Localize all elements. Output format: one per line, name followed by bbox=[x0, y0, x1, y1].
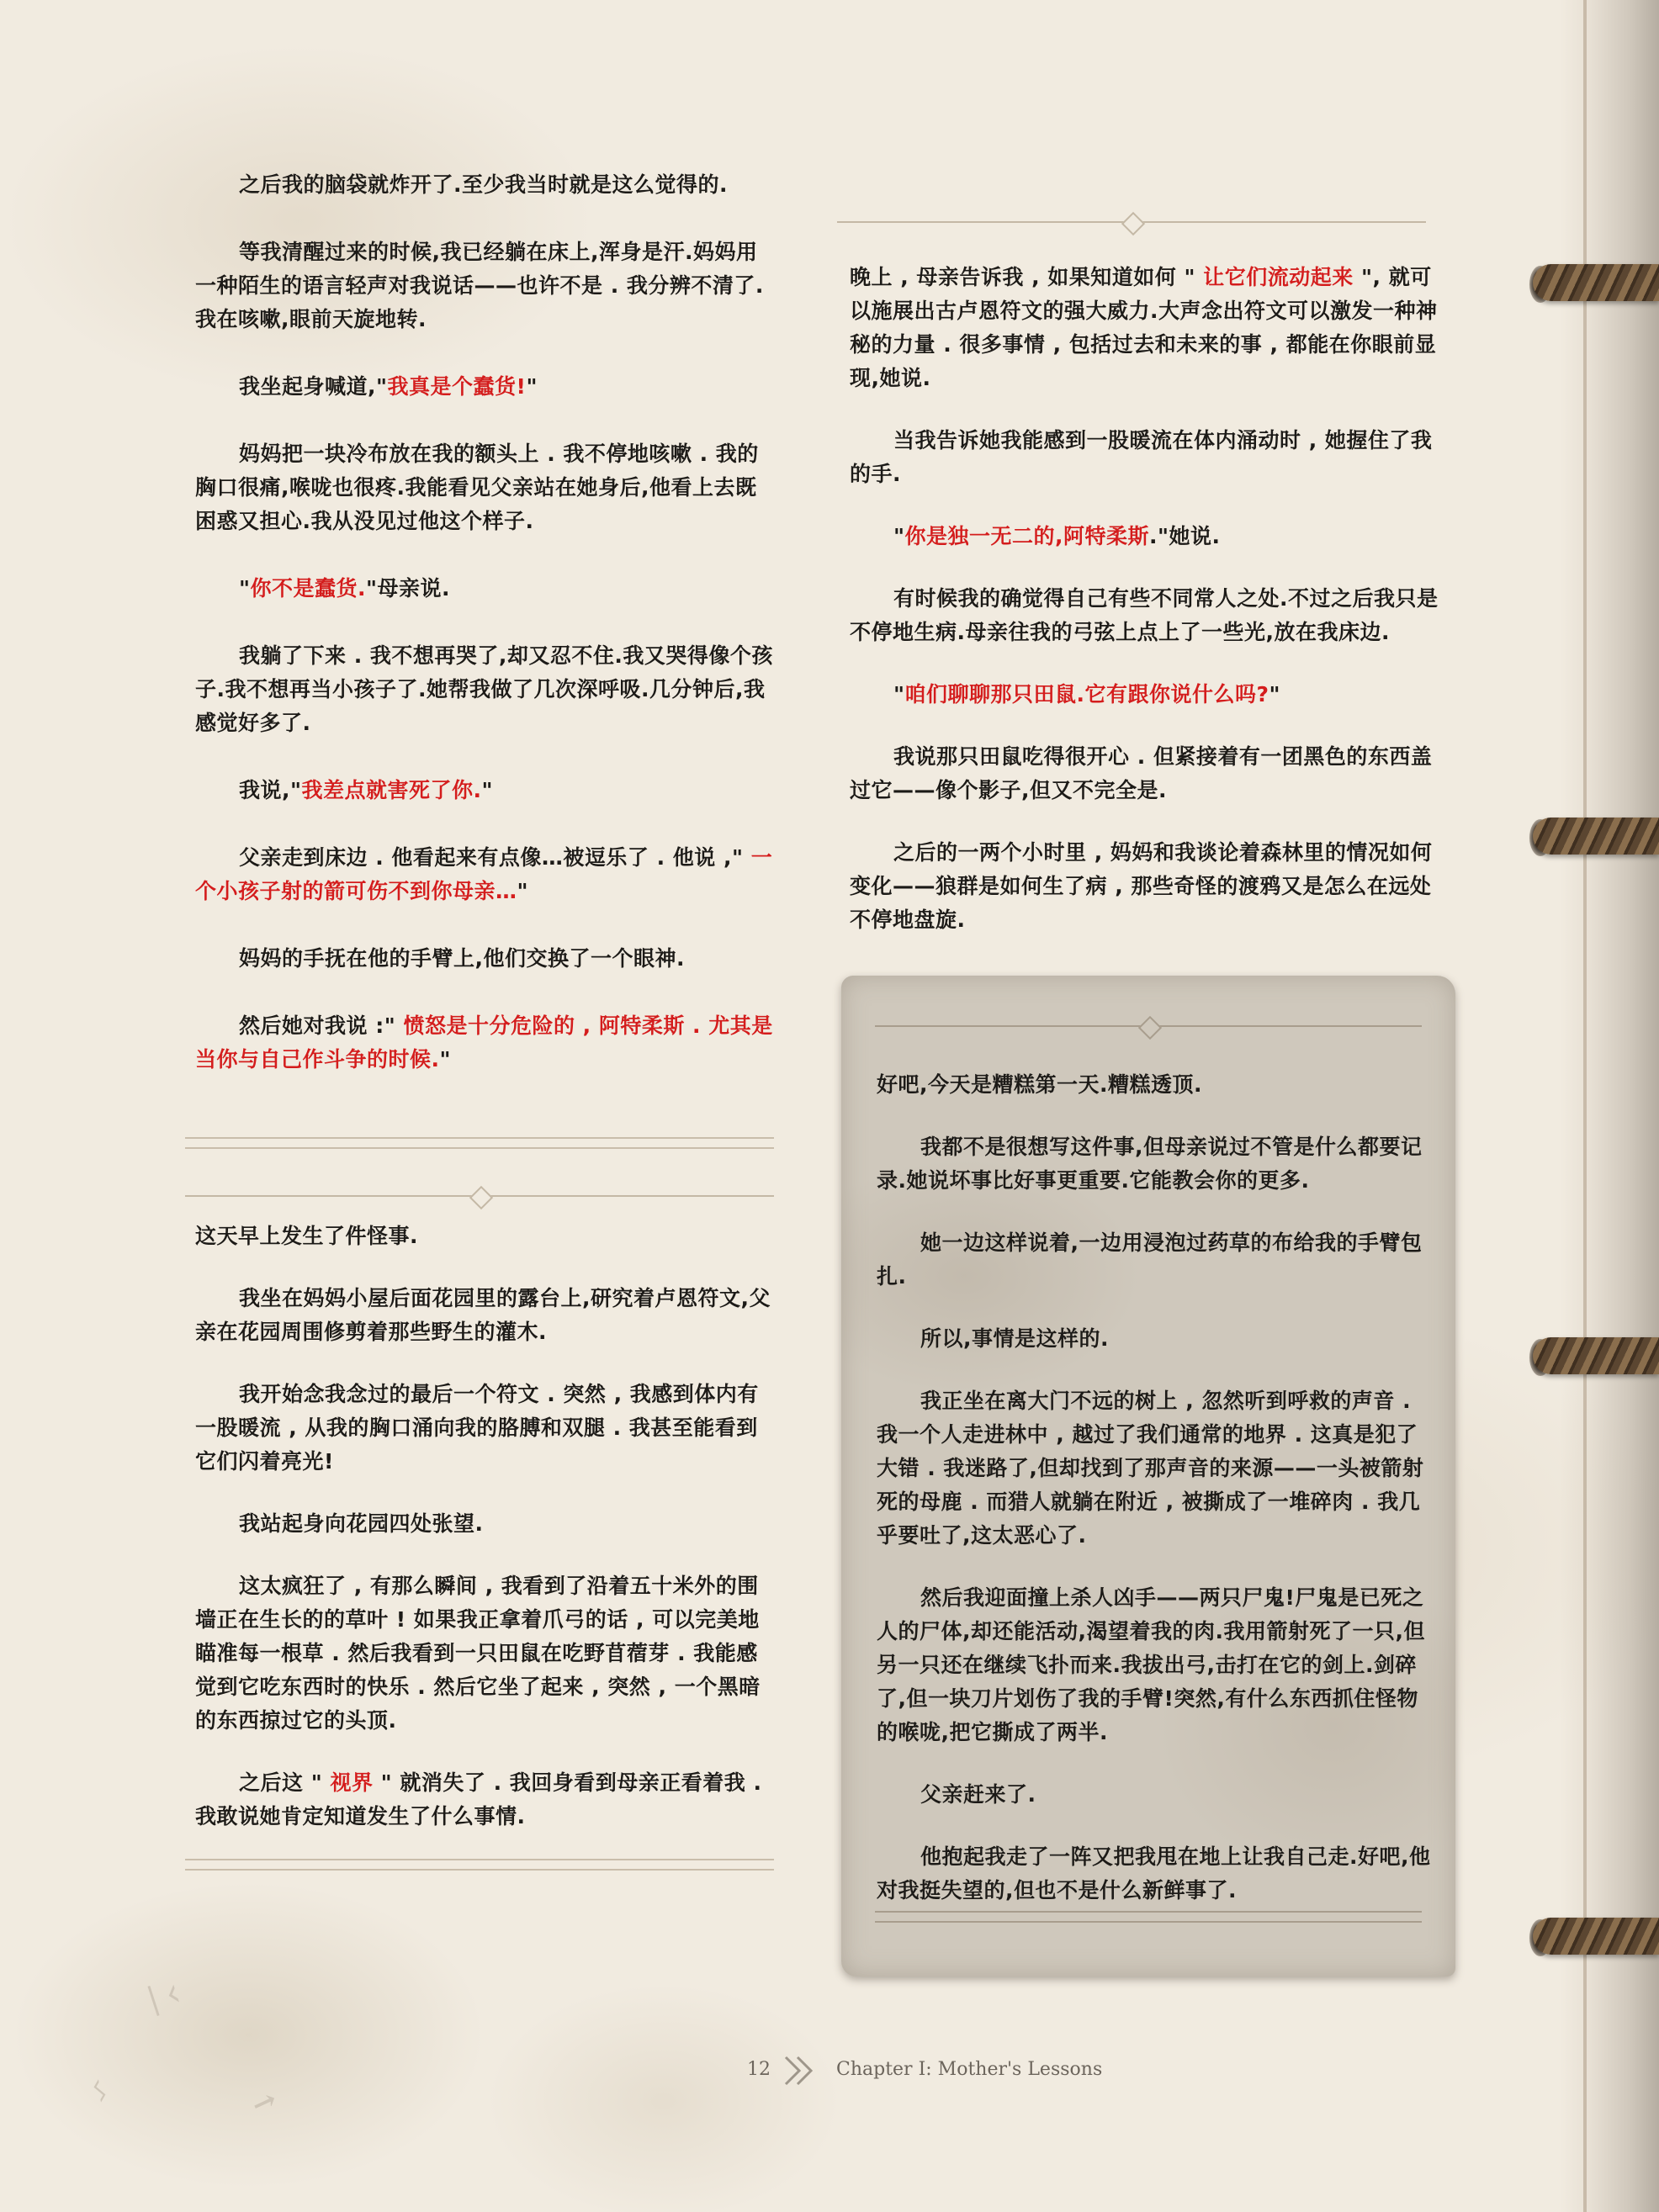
paragraph-text: " bbox=[239, 576, 251, 601]
left-column-paragraph bbox=[195, 774, 776, 807]
note-paragraph: 好吧,今天是糟糕第一天.糟糕透顶. bbox=[877, 1072, 1202, 1097]
paragraph-text: " bbox=[439, 1047, 452, 1072]
paragraph-text: " bbox=[1269, 682, 1281, 706]
binding-rope bbox=[1533, 1918, 1659, 1955]
rune-mark: ᛊ bbox=[90, 2076, 110, 2109]
highlighted-quote: 让它们流动起来 bbox=[1203, 265, 1354, 289]
highlighted-quote: 我差点就害死了你. bbox=[301, 778, 482, 802]
highlighted-quote: 视界 bbox=[330, 1770, 374, 1795]
note-paragraph: 她一边这样说着,一边用浸泡过药草的布给我的手臂包扎. bbox=[877, 1230, 1423, 1289]
left-column-2-paragraph bbox=[195, 1766, 776, 1834]
section-divider bbox=[837, 214, 1426, 230]
highlighted-quote: 你是独一无二的,阿特柔斯 bbox=[904, 524, 1150, 548]
left-column-paragraph: 等我清醒过来的时候,我已经躺在床上,浑身是汗.妈妈用一种陌生的语言轻声对我说话——也许不是 . 我分辨不清了.我在咳嗽,眼前天旋地转. bbox=[195, 240, 764, 331]
binding-rope bbox=[1533, 818, 1659, 855]
right-column-paragraph: 有时候我的确觉得自己有些不同常人之处.不过之后我只是不停地生病.母亲往我的弓弦上点上了一些光,放在我床边. bbox=[850, 586, 1439, 644]
paragraph-text: "母亲说. bbox=[366, 576, 451, 601]
note-divider bbox=[875, 1018, 1422, 1035]
note-paragraph: 父亲赶来了. bbox=[920, 1782, 1036, 1807]
paragraph-text: ."她说. bbox=[1149, 524, 1221, 548]
divider-diamond-icon bbox=[1121, 212, 1145, 235]
left-column-2-paragraph: 我开始念我念过的最后一个符文 . 突然 , 我感到体内有一股暖流 , 从我的胸口涌向我的胳膊和双腿 . 我甚至能看到它们闪着亮光! bbox=[195, 1382, 759, 1474]
note-paragraph: 他抱起我走了一阵又把我甩在地上让我自己走.好吧,他对我挺失望的,但也不是什么新鲜事了. bbox=[877, 1844, 1431, 1902]
paragraph-text: " bbox=[526, 374, 538, 399]
paragraph-text: " bbox=[893, 524, 905, 548]
highlighted-quote: 你不是蠢货. bbox=[250, 576, 367, 601]
binding-rope bbox=[1533, 264, 1659, 301]
note-paragraph: 然后我迎面撞上杀人凶手——两只尸鬼!尸鬼是已死之人的尸体,却还能活动,渴望着我的肉.我用箭射死了一只,但另一只还在继续飞扑而来.我拔出弓,击打在它的剑上.剑碎了,但一块刀片划伤了我的手臂!突然,有什么东西抓住怪物的喉咙,把它撕成了两半. bbox=[877, 1585, 1425, 1744]
rune-mark: ↗ bbox=[247, 2082, 282, 2123]
paragraph-text: " bbox=[893, 682, 905, 706]
paragraph-text: 晚上 , 母亲告诉我 , 如果知道如何 " bbox=[850, 265, 1204, 289]
left-column-paragraph bbox=[195, 841, 776, 908]
rune-mark: ᛁᚲ bbox=[137, 1972, 189, 2024]
right-column-paragraph: 我说那只田鼠吃得很开心 . 但紧接着有一团黑色的东西盖过它——像个影子,但又不完全是. bbox=[850, 744, 1433, 802]
highlighted-quote: 愤怒是十分危险的 , 阿特柔斯 . 尤其是当你与自己作斗争的时候. bbox=[195, 1013, 773, 1072]
highlighted-quote: 我真是个蠢货! bbox=[387, 374, 527, 399]
divider-diamond-icon bbox=[1138, 1016, 1162, 1040]
left-column-2-paragraph: 我站起身向花园四处张望. bbox=[239, 1511, 484, 1536]
left-column-paragraph bbox=[195, 370, 776, 404]
paragraph-text: " bbox=[517, 879, 529, 903]
paragraph-text: 之后这 " bbox=[239, 1770, 331, 1795]
highlighted-quote: 一个小孩子射的箭可伤不到你母亲… bbox=[195, 845, 773, 903]
double-chevron-icon bbox=[781, 2054, 823, 2088]
note-paragraph: 我正坐在离大门不远的树上 , 忽然听到呼救的声音 . 我一个人走进林中 , 越过了我们通常的地界 . 这真是犯了大错 . 我迷路了,但却找到了那声音的来源——一头被箭射死的母鹿 . 而猎人就躺在附近 , 被撕成了一堆碎肉 . 我几乎要吐了,这太恶心了. bbox=[877, 1389, 1424, 1548]
note-double-rule bbox=[875, 1911, 1422, 1923]
highlighted-quote: 咱们聊聊那只田鼠.它有跟你说什么吗? bbox=[904, 682, 1269, 706]
note-text bbox=[877, 1068, 1432, 1936]
left-column-2-paragraph: 我坐在妈妈小屋后面花园里的露台上,研究着卢恩符文,父亲在花园周围修剪着那些野生的灌木. bbox=[195, 1286, 771, 1344]
paragraph-text: " bbox=[481, 778, 494, 802]
section-double-rule bbox=[185, 1137, 774, 1149]
binding-rope bbox=[1533, 1337, 1659, 1374]
chapter-title: Chapter I: Mother's Lessons bbox=[836, 2059, 1103, 2080]
left-column-2-paragraph: 这天早上发生了件怪事. bbox=[195, 1224, 418, 1248]
section-double-rule bbox=[185, 1859, 774, 1871]
right-column-paragraph bbox=[850, 678, 1439, 712]
paragraph-text: 我说," bbox=[239, 778, 302, 802]
book-binding bbox=[1560, 0, 1659, 2212]
right-column bbox=[850, 261, 1439, 966]
right-column-paragraph bbox=[850, 520, 1439, 553]
left-column-paragraph: 之后我的脑袋就炸开了.至少我当时就是这么觉得的. bbox=[239, 172, 728, 197]
paragraph-text: ", 就可以施展出古卢恩符文的强大威力.大声念出符文可以激发一种神秘的力量 . 很多事情 , 包括过去和未来的事 , 都能在你眼前显现,她说. bbox=[850, 265, 1438, 390]
right-column-paragraph: 当我告诉她我能感到一股暖流在体内涌动时 , 她握住了我的手. bbox=[850, 428, 1433, 486]
section-divider bbox=[185, 1188, 774, 1204]
paragraph-text: 我坐起身喊道," bbox=[239, 374, 388, 399]
page-edge bbox=[1583, 0, 1587, 2212]
left-column-section-1 bbox=[195, 168, 776, 1110]
left-column-section-2 bbox=[195, 1220, 776, 1862]
left-column-paragraph: 妈妈的手抚在他的手臂上,他们交换了一个眼神. bbox=[239, 946, 685, 971]
divider-diamond-icon bbox=[469, 1186, 493, 1209]
left-column-paragraph: 我躺了下来 . 我不想再哭了,却又忍不住.我又哭得像个孩子.我不想再当小孩子了.她帮我做了几次深呼吸.几分钟后,我感觉好多了. bbox=[195, 643, 773, 735]
note-paragraph: 所以,事情是这样的. bbox=[920, 1326, 1109, 1351]
page-number: 12 bbox=[747, 2059, 771, 2080]
page-footer bbox=[0, 2054, 1659, 2088]
paragraph-text: 然后她对我说 :" bbox=[239, 1013, 404, 1038]
note-paragraph: 我都不是很想写这件事,但母亲说过不管是什么都要记录.她说坏事比好事更重要.它能教会你的更多. bbox=[877, 1135, 1423, 1193]
right-column-paragraph: 之后的一两个小时里 , 妈妈和我谈论着森林里的情况如何变化——狼群是如何生了病 , 那些奇怪的渡鸦又是怎么在远处不停地盘旋. bbox=[850, 840, 1433, 932]
right-column-paragraph bbox=[850, 261, 1439, 395]
paragraph-text: 父亲走到床边 . 他看起来有点像…被逗乐了 . 他说 ," bbox=[239, 845, 751, 870]
left-column-2-paragraph: 这太疯狂了 , 有那么瞬间 , 我看到了沿着五十米外的围墙正在生长的的草叶 ! 如果我正拿着爪弓的话 , 可以完美地瞄准每一根草 . 然后我看到一只田鼠在吃野苜蓿芽 . 我能感觉到它吃东西时的快乐 . 然后它坐了起来 , 突然 , 一个黑暗的东西掠过它的头顶. bbox=[195, 1574, 761, 1733]
journal-note-paper bbox=[841, 976, 1455, 1977]
left-column-paragraph bbox=[195, 572, 776, 606]
left-column-paragraph: 妈妈把一块冷布放在我的额头上 . 我不停地咳嗽 . 我的胸口很痛,喉咙也很疼.我能看见父亲站在她身后,他看上去既困惑又担心.我从没见过他这个样子. bbox=[195, 442, 759, 533]
left-column-paragraph bbox=[195, 1009, 776, 1077]
paragraph-text: " 就消失了 . 我回身看到母亲正看着我 . 我敢说她肯定知道发生了什么事情. bbox=[195, 1770, 762, 1828]
